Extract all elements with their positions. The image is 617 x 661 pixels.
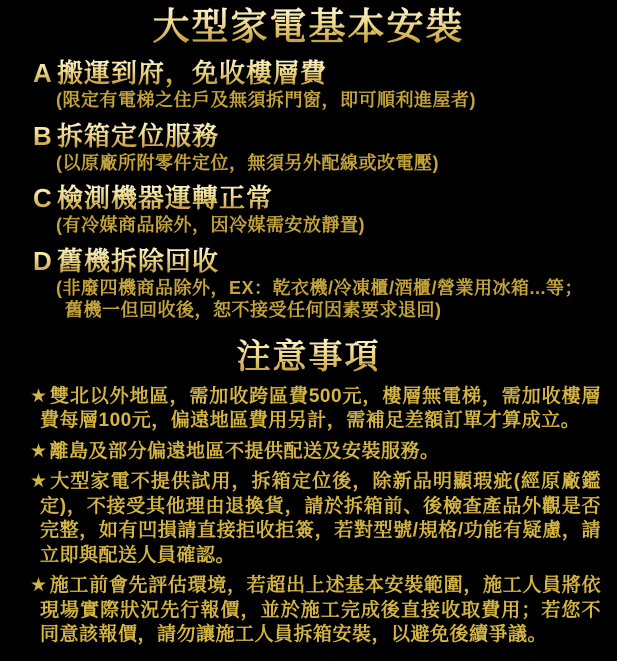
service-heading: 舊機拆除回收 [57, 245, 220, 276]
service-details [33, 277, 607, 322]
note-text: 施工前會先評估環境，若超出上述基本安裝範圍，施工人員將依現場實際狀況先行報價，並於施工完成後直接收取費用；若您不同意該報價，請勿讓施工人員拆箱安裝，以避免後續爭議。 [40, 575, 601, 645]
service-heading-row [33, 121, 607, 152]
service-item-b [33, 121, 607, 175]
page-title: 大型家電基本安裝 [0, 6, 617, 48]
service-detail-line: 舊機一但回收後，恕不接受任何因素要求退回) [65, 300, 442, 320]
service-item-c [33, 183, 607, 237]
service-detail-line: (有冷媒商品除外，因冷媒需安放靜置) [56, 215, 365, 235]
note-item [30, 470, 601, 568]
note-text: 大型家電不提供試用，拆箱定位後，除新品明顯瑕疵(經原廠鑑定)，不接受其他理由退換貨，請於拆箱前、後檢查產品外觀是否完整，如有凹損請直接拒收拒簽，若對型號/規格/功能有疑慮，請立即與配送人員確認。 [40, 471, 601, 566]
service-letter: C [33, 183, 57, 214]
service-details [33, 89, 607, 112]
service-heading: 搬運到府，免收樓層費 [57, 58, 328, 88]
note-text: 雙北以外地區，需加收跨區費500元，樓層無電梯，需加收樓層費每層100元，偏遠地區費用另計，需補足差額訂單才算成立。 [40, 385, 601, 431]
note-item [30, 574, 601, 648]
service-item-d [33, 246, 607, 322]
service-letter: A [33, 58, 57, 89]
notes-title: 注意事項 [0, 336, 617, 378]
service-detail-line: (非廢四機商品除外，EX：乾衣機/冷凍櫃/酒櫃/營業用冰箱...等； [56, 277, 584, 298]
service-detail-line: (限定有電梯之住戶及無須拆門窗，即可順利進屋者) [56, 90, 476, 110]
service-heading-row [33, 246, 607, 277]
service-details [33, 152, 607, 175]
note-item [30, 440, 601, 465]
star-icon: ★ [30, 575, 48, 596]
service-detail-line: (以原廠所附零件定位，無須另外配線或改電壓) [56, 152, 439, 173]
service-heading-row [33, 183, 607, 214]
star-icon: ★ [30, 440, 48, 462]
service-heading: 拆箱定位服務 [57, 120, 220, 151]
service-heading: 檢測機器運轉正常 [57, 183, 274, 213]
services-list [0, 58, 617, 322]
note-text: 離島及部分偏遠地區不提供配送及安裝服務。 [49, 440, 440, 462]
service-letter: B [33, 121, 57, 152]
star-icon: ★ [30, 471, 49, 492]
service-details [33, 214, 607, 237]
notes-list [0, 385, 617, 648]
star-icon: ★ [30, 385, 48, 407]
service-item-a [33, 58, 607, 112]
service-heading-row [33, 58, 607, 89]
service-letter: D [33, 246, 57, 277]
note-item [30, 385, 601, 434]
